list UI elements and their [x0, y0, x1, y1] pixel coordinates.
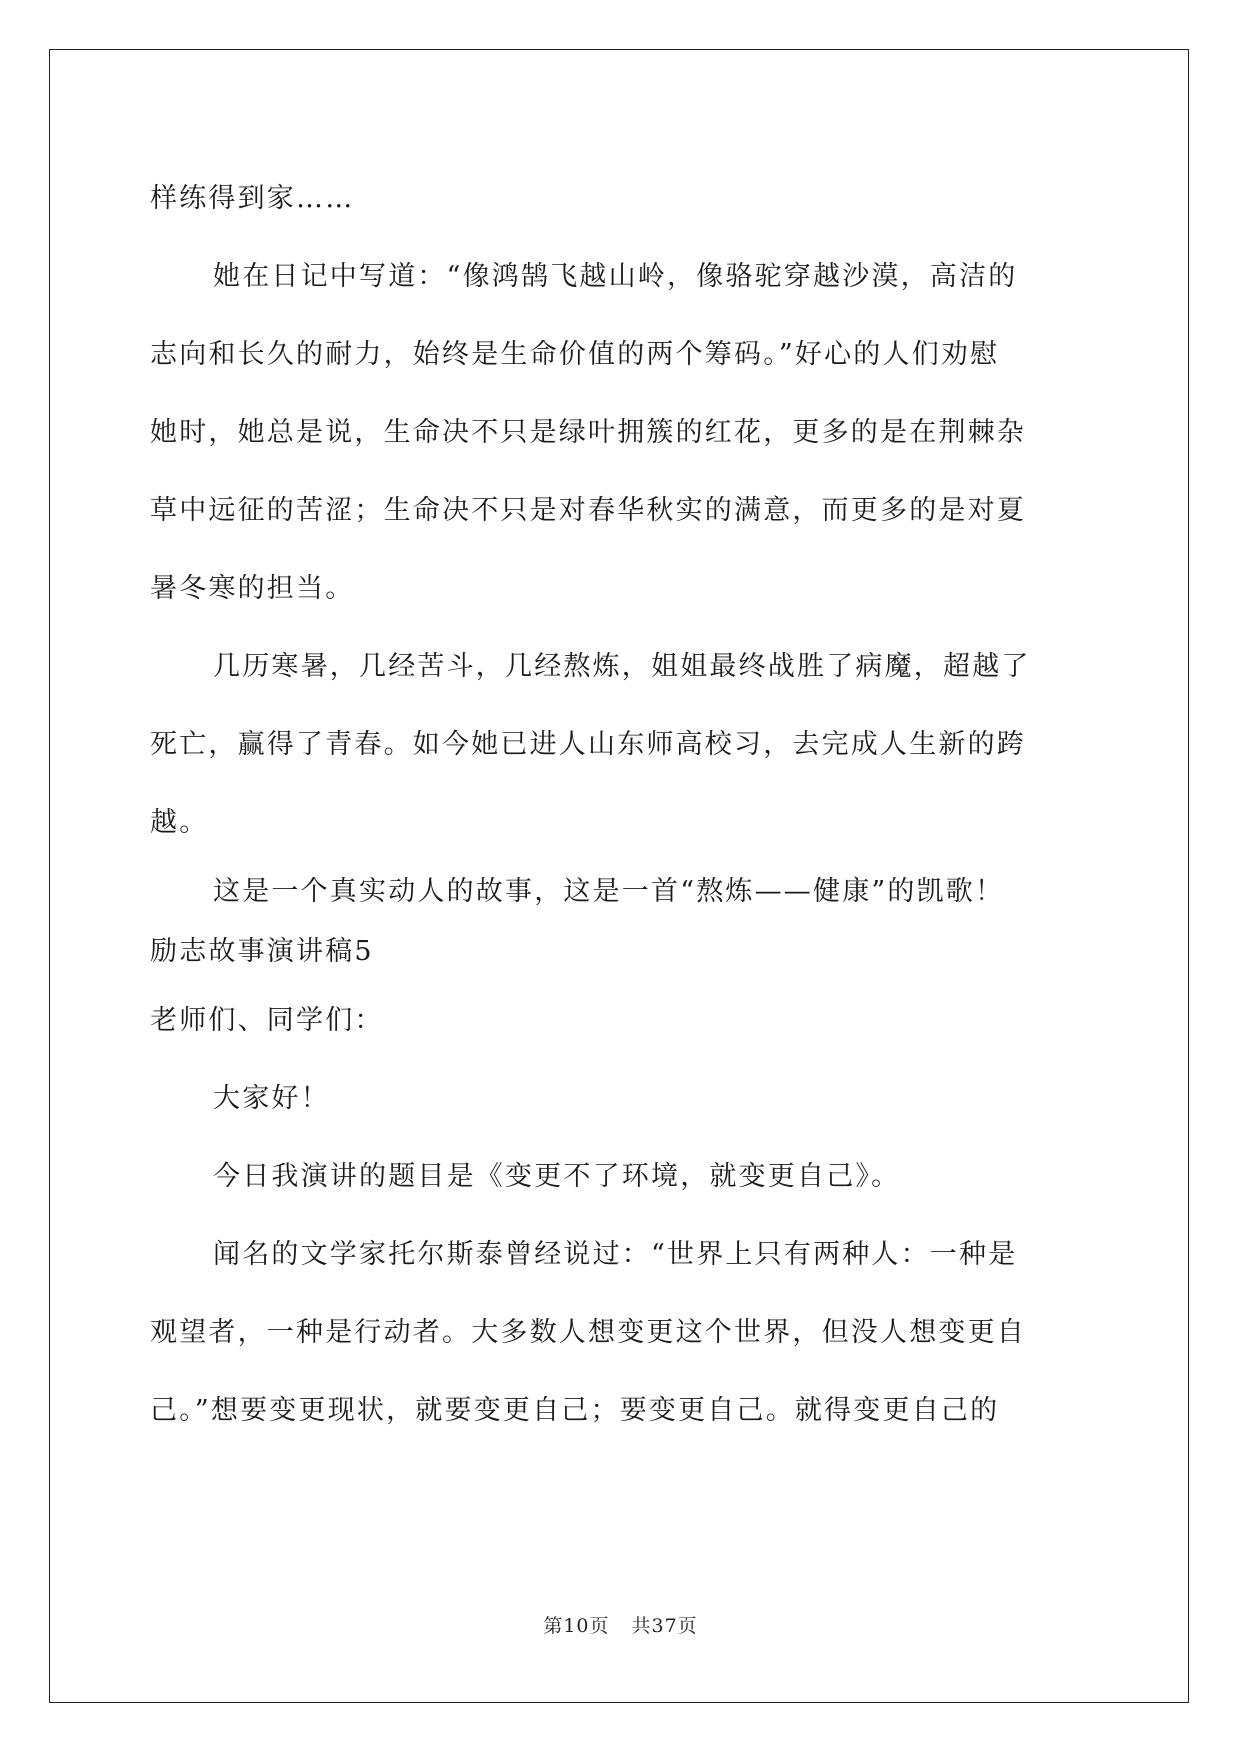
- paragraph-line: 己。”想要变更现状，就要变更自己；要变更自己。就得变更自己的: [150, 1395, 1000, 1426]
- paragraph-line: 这是一个真实动人的故事，这是一首“熬炼——健康”的凯歌！: [213, 876, 1005, 907]
- paragraph-line: 今日我演讲的题目是《变更不了环境，就变更自己》。: [213, 1161, 901, 1192]
- paragraph-line: 死亡，赢得了青春。如今她已进人山东师高校习，去完成人生新的跨: [150, 729, 1026, 760]
- paragraph-line: 闻名的文学家托尔斯泰曾经说过：“世界上只有两种人：一种是: [213, 1239, 1018, 1270]
- section-heading: 励志故事演讲稿5: [150, 936, 374, 967]
- page-total: 共37页: [631, 1615, 698, 1637]
- page-footer: [0, 1611, 1241, 1638]
- page-number: 第10页: [543, 1615, 610, 1637]
- paragraph-line: 观望者，一种是行动者。大多数人想变更这个世界，但没人想变更自: [150, 1317, 1026, 1348]
- salutation: 老师们、同学们：: [150, 1005, 384, 1036]
- paragraph-line: 样练得到家……: [150, 183, 355, 214]
- paragraph-line: 她时，她总是说，生命决不只是绿叶拥簇的红花，更多的是在荆棘杂: [150, 417, 1026, 448]
- paragraph-line: 志向和长久的耐力，始终是生命价值的两个筹码。”好心的人们劝慰: [150, 339, 1000, 370]
- paragraph-line: 越。: [150, 807, 209, 838]
- paragraph-line: 几历寒暑，几经苦斗，几经熬炼，姐姐最终战胜了病魔，超越了: [213, 651, 1031, 682]
- paragraph-line: 草中远征的苦涩；生命决不只是对春华秋实的满意，而更多的是对夏: [150, 495, 1026, 526]
- document-body: [150, 160, 1090, 1450]
- greeting: 大家好！: [213, 1083, 330, 1114]
- paragraph-line: 她在日记中写道：“像鸿鹄飞越山岭，像骆驼穿越沙漠，高洁的: [213, 261, 1018, 292]
- paragraph-line: 暑冬寒的担当。: [150, 573, 355, 604]
